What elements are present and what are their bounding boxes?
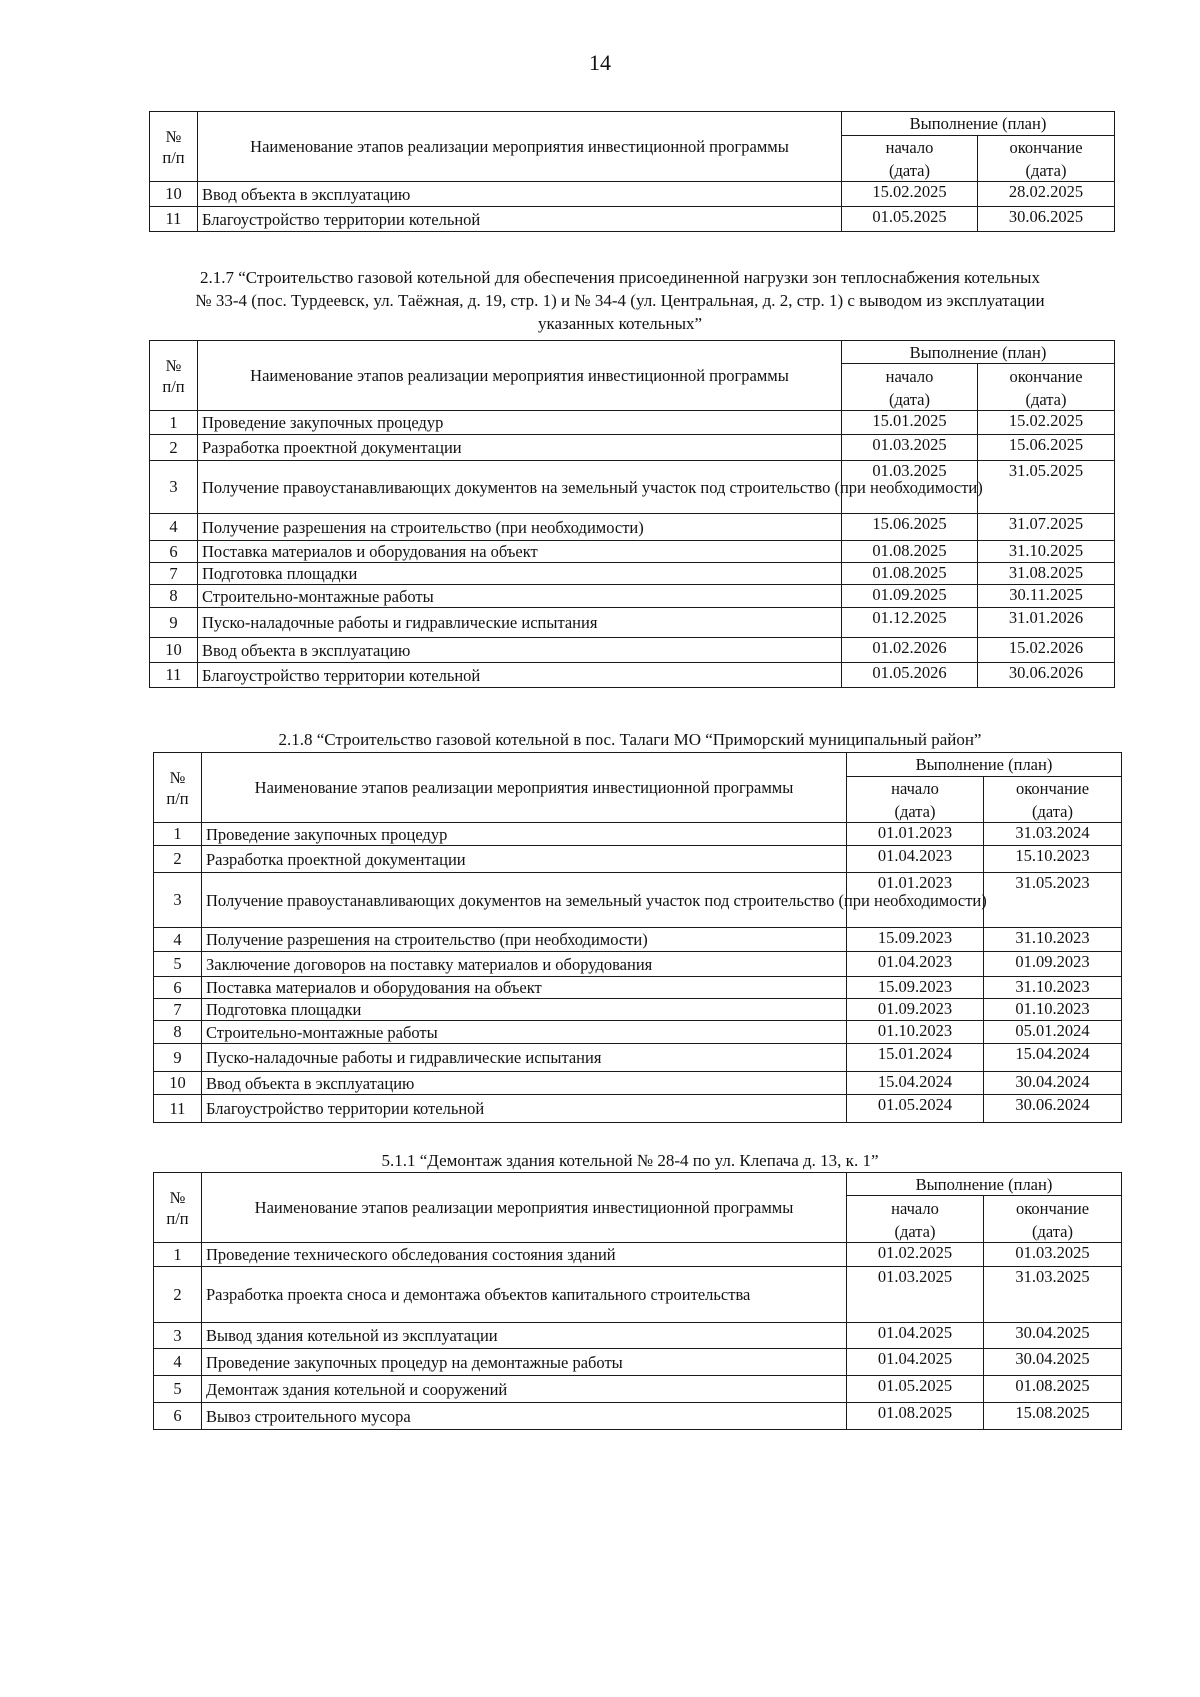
header-end: окончание bbox=[984, 777, 1122, 801]
page-number: 14 bbox=[589, 50, 611, 75]
end-date: 31.05.2023 bbox=[984, 873, 1122, 928]
row-number: 6 bbox=[150, 541, 198, 563]
start-date: 01.04.2023 bbox=[847, 846, 984, 873]
row-number: 4 bbox=[154, 1349, 202, 1376]
header-start-date: (дата) bbox=[842, 160, 978, 182]
end-date: 15.02.2025 bbox=[978, 411, 1115, 435]
table-row bbox=[154, 1267, 1122, 1323]
end-date: 30.04.2025 bbox=[984, 1349, 1122, 1376]
start-date: 15.01.2025 bbox=[842, 411, 978, 435]
stage-name: Строительно-монтажные работы bbox=[202, 1021, 847, 1044]
table-row bbox=[154, 952, 1122, 977]
stage-name: Ввод объекта в эксплуатацию bbox=[198, 638, 842, 663]
stage-name: Подготовка площадки bbox=[202, 999, 847, 1021]
start-date: 01.01.2023 bbox=[847, 823, 984, 846]
table-continuation bbox=[149, 111, 1115, 232]
header-num: № п/п bbox=[154, 753, 202, 823]
start-date: 01.05.2026 bbox=[842, 663, 978, 688]
start-date: 01.08.2025 bbox=[842, 563, 978, 585]
table-row bbox=[150, 585, 1115, 608]
row-number: 5 bbox=[154, 1376, 202, 1403]
start-date: 01.04.2025 bbox=[847, 1349, 984, 1376]
end-date: 15.08.2025 bbox=[984, 1403, 1122, 1430]
header-name: Наименование этапов реализации мероприятия инвестиционной программы bbox=[198, 341, 842, 411]
stage-name: Благоустройство территории котельной bbox=[202, 1095, 847, 1123]
stage-name: Проведение закупочных процедур bbox=[198, 411, 842, 435]
start-date: 15.01.2024 bbox=[847, 1044, 984, 1072]
table-row bbox=[150, 435, 1115, 461]
header-name: Наименование этапов реализации мероприятия инвестиционной программы bbox=[202, 1173, 847, 1243]
header-name: Наименование этапов реализации мероприятия инвестиционной программы bbox=[202, 753, 847, 823]
start-date: 01.12.2025 bbox=[842, 608, 978, 638]
row-number: 11 bbox=[150, 207, 198, 232]
end-date: 01.09.2023 bbox=[984, 952, 1122, 977]
end-date: 30.06.2024 bbox=[984, 1095, 1122, 1123]
stage-name: Демонтаж здания котельной и сооружений bbox=[202, 1376, 847, 1403]
header-execution: Выполнение (план) bbox=[847, 1173, 1122, 1196]
header-execution: Выполнение (план) bbox=[842, 112, 1115, 136]
table-row bbox=[150, 563, 1115, 585]
start-date: 01.05.2025 bbox=[847, 1376, 984, 1403]
table-row bbox=[150, 541, 1115, 563]
row-number: 9 bbox=[154, 1044, 202, 1072]
stage-name: Поставка материалов и оборудования на объект bbox=[198, 541, 842, 563]
end-date: 31.03.2025 bbox=[984, 1267, 1122, 1323]
end-date: 31.08.2025 bbox=[978, 563, 1115, 585]
start-date: 15.09.2023 bbox=[847, 977, 984, 999]
table-row bbox=[154, 1376, 1122, 1403]
stage-name: Подготовка площадки bbox=[198, 563, 842, 585]
row-number: 1 bbox=[154, 1243, 202, 1267]
table-row bbox=[154, 873, 1122, 928]
start-date: 15.04.2024 bbox=[847, 1072, 984, 1095]
row-number: 3 bbox=[154, 1323, 202, 1349]
stage-name: Пуско-наладочные работы и гидравлические испытания bbox=[198, 608, 842, 638]
row-number: 3 bbox=[150, 461, 198, 514]
start-date: 01.10.2023 bbox=[847, 1021, 984, 1044]
row-number: 5 bbox=[154, 952, 202, 977]
start-date: 01.08.2025 bbox=[847, 1403, 984, 1430]
stage-name: Разработка проектной документации bbox=[202, 846, 847, 873]
row-number: 10 bbox=[150, 638, 198, 663]
end-date: 01.03.2025 bbox=[984, 1243, 1122, 1267]
end-date: 30.06.2025 bbox=[978, 207, 1115, 232]
row-number: 8 bbox=[154, 1021, 202, 1044]
end-date: 15.10.2023 bbox=[984, 846, 1122, 873]
table-row bbox=[154, 1044, 1122, 1072]
header-end-date: (дата) bbox=[978, 389, 1115, 411]
table-row bbox=[150, 638, 1115, 663]
table-row bbox=[154, 1021, 1122, 1044]
header-end: окончание bbox=[978, 136, 1115, 160]
stage-name: Благоустройство территории котельной bbox=[198, 207, 842, 232]
stage-name: Благоустройство территории котельной bbox=[198, 663, 842, 688]
row-number: 8 bbox=[150, 585, 198, 608]
start-date: 01.02.2025 bbox=[847, 1243, 984, 1267]
table-2-1-8 bbox=[153, 752, 1122, 1123]
start-date: 01.03.2025 bbox=[842, 435, 978, 461]
start-date: 15.02.2025 bbox=[842, 182, 978, 207]
table-row bbox=[150, 608, 1115, 638]
table-row bbox=[154, 928, 1122, 952]
end-date: 05.01.2024 bbox=[984, 1021, 1122, 1044]
table-row bbox=[150, 461, 1115, 514]
end-date: 31.10.2023 bbox=[984, 977, 1122, 999]
start-date: 01.02.2026 bbox=[842, 638, 978, 663]
stage-name: Вывод здания котельной из эксплуатации bbox=[202, 1323, 847, 1349]
table-row bbox=[154, 1403, 1122, 1430]
table-row bbox=[150, 182, 1115, 207]
table-2-1-7 bbox=[149, 340, 1115, 688]
row-number: 11 bbox=[150, 663, 198, 688]
row-number: 10 bbox=[150, 182, 198, 207]
stage-name: Ввод объекта в эксплуатацию bbox=[202, 1072, 847, 1095]
stage-name: Разработка проекта сноса и демонтажа объектов капитального строительства bbox=[202, 1267, 847, 1323]
end-date: 31.07.2025 bbox=[978, 514, 1115, 541]
row-number: 1 bbox=[150, 411, 198, 435]
stage-name: Проведение закупочных процедур на демонтажные работы bbox=[202, 1349, 847, 1376]
table-row bbox=[154, 1072, 1122, 1095]
header-start: начало bbox=[842, 136, 978, 160]
stage-name: Получение правоустанавливающих документов на земельный участок под строительство (при необходимости) bbox=[202, 873, 847, 928]
table-row bbox=[150, 207, 1115, 232]
header-start: начало bbox=[847, 777, 984, 801]
header-end: окончание bbox=[978, 364, 1115, 389]
stage-name: Заключение договоров на поставку материалов и оборудования bbox=[202, 952, 847, 977]
table-row bbox=[154, 999, 1122, 1021]
start-date: 15.06.2025 bbox=[842, 514, 978, 541]
end-date: 31.10.2023 bbox=[984, 928, 1122, 952]
end-date: 15.06.2025 bbox=[978, 435, 1115, 461]
stage-name: Разработка проектной документации bbox=[198, 435, 842, 461]
start-date: 01.04.2025 bbox=[847, 1323, 984, 1349]
start-date: 01.03.2025 bbox=[842, 461, 978, 514]
stage-name: Пуско-наладочные работы и гидравлические испытания bbox=[202, 1044, 847, 1072]
start-date: 01.08.2025 bbox=[842, 541, 978, 563]
table-row bbox=[154, 1323, 1122, 1349]
row-number: 10 bbox=[154, 1072, 202, 1095]
end-date: 30.04.2024 bbox=[984, 1072, 1122, 1095]
header-num: № п/п bbox=[154, 1173, 202, 1243]
row-number: 11 bbox=[154, 1095, 202, 1123]
header-execution: Выполнение (план) bbox=[847, 753, 1122, 777]
stage-name: Получение разрешения на строительство (при необходимости) bbox=[202, 928, 847, 952]
header-end-date: (дата) bbox=[978, 160, 1115, 182]
end-date: 31.01.2026 bbox=[978, 608, 1115, 638]
end-date: 01.10.2023 bbox=[984, 999, 1122, 1021]
end-date: 01.08.2025 bbox=[984, 1376, 1122, 1403]
start-date: 01.09.2025 bbox=[842, 585, 978, 608]
row-number: 2 bbox=[154, 846, 202, 873]
header-start-date: (дата) bbox=[842, 389, 978, 411]
header-end-date: (дата) bbox=[984, 801, 1122, 823]
table-5-1-1 bbox=[153, 1172, 1122, 1430]
header-start: начало bbox=[842, 364, 978, 389]
table-row bbox=[150, 514, 1115, 541]
row-number: 1 bbox=[154, 823, 202, 846]
header-end: окончание bbox=[984, 1196, 1122, 1221]
stage-name: Получение разрешения на строительство (при необходимости) bbox=[198, 514, 842, 541]
header-execution: Выполнение (план) bbox=[842, 341, 1115, 364]
start-date: 01.04.2023 bbox=[847, 952, 984, 977]
table-row bbox=[154, 977, 1122, 999]
header-start-date: (дата) bbox=[847, 1221, 984, 1243]
table-row bbox=[154, 846, 1122, 873]
row-number: 7 bbox=[150, 563, 198, 585]
table-row bbox=[150, 663, 1115, 688]
section-title-2-1-8: 2.1.8 “Строительство газовой котельной в пос. Талаги МО “Приморский муниципальный район” bbox=[278, 730, 982, 749]
stage-name: Получение правоустанавливающих документов на земельный участок под строительство (при необходимости) bbox=[198, 461, 842, 514]
row-number: 4 bbox=[154, 928, 202, 952]
row-number: 2 bbox=[154, 1267, 202, 1323]
header-end-date: (дата) bbox=[984, 1221, 1122, 1243]
stage-name: Проведение технического обследования состояния зданий bbox=[202, 1243, 847, 1267]
end-date: 30.11.2025 bbox=[978, 585, 1115, 608]
row-number: 7 bbox=[154, 999, 202, 1021]
start-date: 01.05.2025 bbox=[842, 207, 978, 232]
start-date: 01.01.2023 bbox=[847, 873, 984, 928]
table-row bbox=[154, 1095, 1122, 1123]
end-date: 31.05.2025 bbox=[978, 461, 1115, 514]
stage-name: Строительно-монтажные работы bbox=[198, 585, 842, 608]
table-row bbox=[154, 823, 1122, 846]
end-date: 31.03.2024 bbox=[984, 823, 1122, 846]
header-name: Наименование этапов реализации мероприятия инвестиционной программы bbox=[198, 112, 842, 182]
end-date: 31.10.2025 bbox=[978, 541, 1115, 563]
start-date: 15.09.2023 bbox=[847, 928, 984, 952]
stage-name: Вывоз строительного мусора bbox=[202, 1403, 847, 1430]
start-date: 01.09.2023 bbox=[847, 999, 984, 1021]
end-date: 15.04.2024 bbox=[984, 1044, 1122, 1072]
section-title-2-1-7: 2.1.7 “Строительство газовой котельной для обеспечения присоединенной нагрузки зон теплоснабжения котельных № 33-4 (пос. Турдеевск, ул. Таёжная, д. 19, стр. 1) и № 34-4 (ул. Центральная, д. 2, стр. 1) с выводом из эксплуатации указанных котельных” bbox=[195, 268, 1045, 333]
start-date: 01.05.2024 bbox=[847, 1095, 984, 1123]
table-row bbox=[154, 1243, 1122, 1267]
end-date: 28.02.2025 bbox=[978, 182, 1115, 207]
row-number: 6 bbox=[154, 1403, 202, 1430]
stage-name: Поставка материалов и оборудования на объект bbox=[202, 977, 847, 999]
row-number: 4 bbox=[150, 514, 198, 541]
stage-name: Ввод объекта в эксплуатацию bbox=[198, 182, 842, 207]
stage-name: Проведение закупочных процедур bbox=[202, 823, 847, 846]
row-number: 3 bbox=[154, 873, 202, 928]
row-number: 6 bbox=[154, 977, 202, 999]
header-start-date: (дата) bbox=[847, 801, 984, 823]
section-title-5-1-1: 5.1.1 “Демонтаж здания котельной № 28-4 по ул. Клепача д. 13, к. 1” bbox=[381, 1151, 879, 1170]
header-num: № п/п bbox=[150, 341, 198, 411]
end-date: 30.04.2025 bbox=[984, 1323, 1122, 1349]
table-row bbox=[150, 411, 1115, 435]
header-num: № п/п bbox=[150, 112, 198, 182]
start-date: 01.03.2025 bbox=[847, 1267, 984, 1323]
row-number: 2 bbox=[150, 435, 198, 461]
end-date: 15.02.2026 bbox=[978, 638, 1115, 663]
end-date: 30.06.2026 bbox=[978, 663, 1115, 688]
header-start: начало bbox=[847, 1196, 984, 1221]
table-row bbox=[154, 1349, 1122, 1376]
row-number: 9 bbox=[150, 608, 198, 638]
